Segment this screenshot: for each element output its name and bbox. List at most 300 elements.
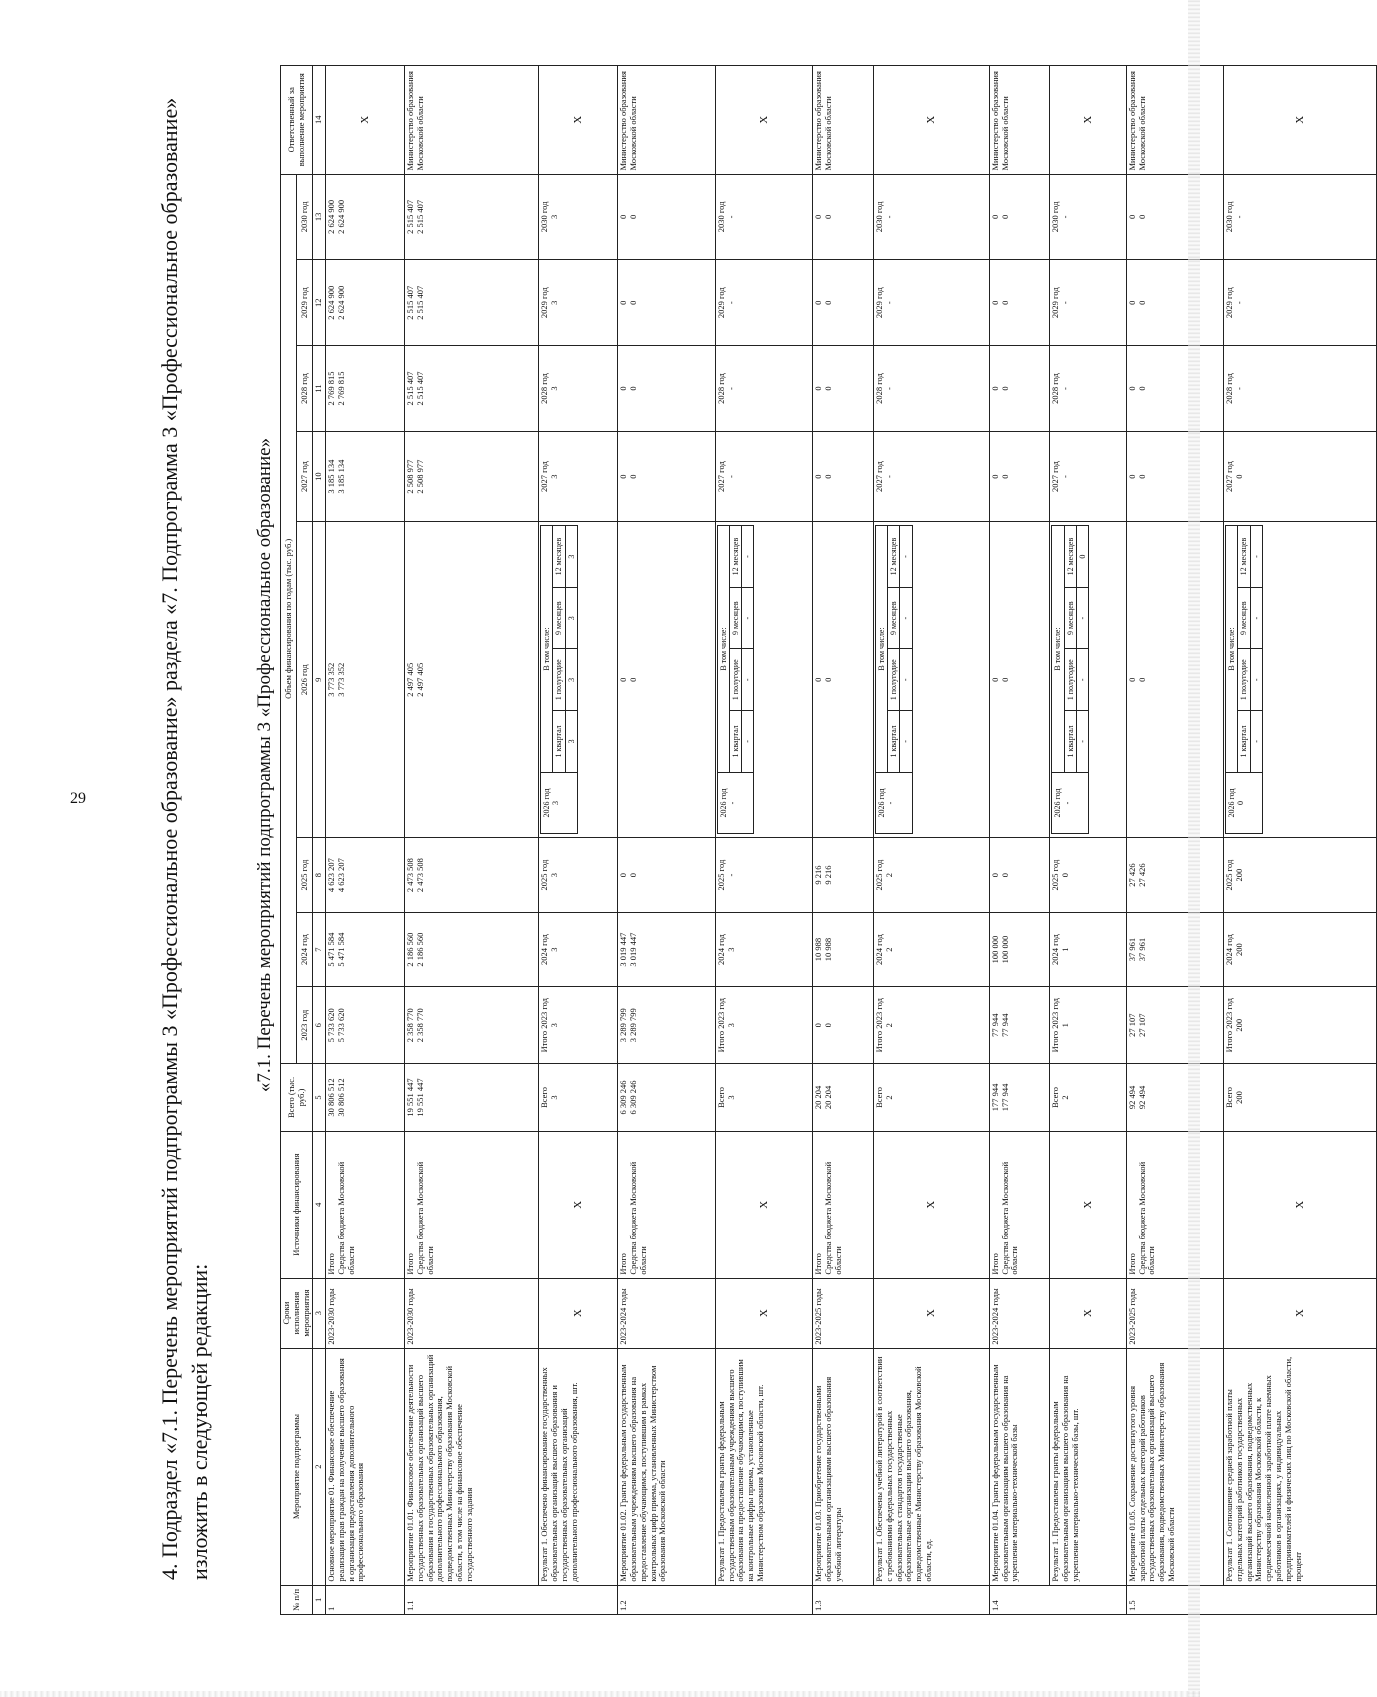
- total-value: 177 944: [989, 1083, 1000, 1112]
- year-value: 0: [1136, 214, 1147, 220]
- year-cell: [813, 912, 874, 987]
- year-value: 9 216: [813, 865, 824, 885]
- year-cell: [326, 987, 405, 1064]
- result-responsible: X: [539, 66, 618, 175]
- result-year: [539, 838, 618, 913]
- row-name: Мероприятие 01.05. Сохранение достигнутого уровня заработной платы отдельных категорий работников государственных образовательных организаций высшего образования, подведомственных Министерству образования Московской области: [1126, 1348, 1223, 1585]
- row-responsible: Министерство образования Московской области: [989, 66, 1050, 175]
- quarter-value: -: [1076, 711, 1088, 773]
- header-year: 2025 год: [297, 838, 313, 913]
- year-cell: [813, 987, 874, 1064]
- result-term: X: [873, 1278, 989, 1348]
- result-year: [1050, 431, 1126, 521]
- result-value: 2: [883, 1023, 894, 1028]
- row-total: [813, 1064, 874, 1132]
- result-year: [1224, 912, 1377, 987]
- row-name: Мероприятие 01.04. Гранты федеральным государственным образовательным организациям высшего образования на укрепление материально-технической базы: [989, 1348, 1050, 1585]
- year-value: 0: [823, 1023, 834, 1028]
- row-term: 2023-2025 годы: [813, 1278, 874, 1348]
- year-value: 0: [1126, 214, 1137, 220]
- result-value: 2: [1060, 1095, 1071, 1100]
- result-label: 2028 год: [1224, 373, 1235, 404]
- result-year: [539, 260, 618, 346]
- result-label: 2024 год: [873, 934, 884, 965]
- year-value: 0: [618, 474, 629, 479]
- year-cell: [405, 431, 539, 521]
- year-value: 5 471 584: [326, 932, 337, 967]
- result-year: [715, 987, 812, 1064]
- result-label: 2025 год: [1224, 859, 1235, 891]
- total-value: 19 551 447: [405, 1078, 416, 1117]
- year-value: 2 624 900: [326, 285, 337, 320]
- column-number: 3: [313, 1278, 326, 1348]
- header-year: 2023 год: [297, 987, 313, 1064]
- result-year: [1050, 346, 1126, 432]
- year-value: 0: [823, 677, 834, 682]
- result-value: 1: [1060, 947, 1071, 952]
- row-num: 1.2: [618, 1585, 813, 1614]
- result-total: [1224, 1064, 1377, 1132]
- quarter-year-label: 2026 год: [1227, 788, 1237, 818]
- result-label: 2028 год: [539, 373, 550, 404]
- year-value: 0: [823, 386, 834, 391]
- result-label: 2024 год: [539, 934, 550, 965]
- result-total: [715, 1064, 812, 1132]
- result-year: [1224, 346, 1377, 432]
- result-total: [539, 1064, 618, 1132]
- year-value: 2 515 407: [414, 285, 425, 320]
- quarter-year-label: 2026 год: [1053, 788, 1063, 818]
- row-responsible: Министерство образования Московской области: [813, 66, 874, 175]
- quarter-label: 1 полугодие: [888, 649, 900, 711]
- year-cell: [989, 346, 1050, 432]
- year-cell: [989, 912, 1050, 987]
- result-year: [539, 346, 618, 432]
- quarter-value: -: [900, 649, 912, 711]
- result-row: [715, 66, 812, 1615]
- year-value: 0: [628, 386, 639, 391]
- year-value: 27 107: [1126, 1013, 1137, 1037]
- year-value: 0: [989, 214, 1000, 220]
- year-value: 0: [618, 677, 629, 682]
- result-value: 3: [549, 214, 560, 220]
- quarter-label: 1 квартал: [730, 711, 742, 773]
- section-heading: 4. Подраздел «7.1. Перечень мероприятий подпрограммы 3 «Профессиональное образование» раздела «7. Подпрограмма 3 «Профессиональное образование» изложить в следующей редакции:: [157, 97, 212, 1580]
- row-source: [813, 1131, 874, 1278]
- row-source: [1126, 1131, 1223, 1278]
- result-year: [539, 987, 618, 1064]
- year-value: 77 944: [999, 1013, 1010, 1037]
- quarter-year-label: 2026 год: [876, 788, 886, 818]
- result-year: [1050, 912, 1126, 987]
- result-2026-breakdown: [715, 522, 812, 838]
- year-value: 0: [1126, 474, 1137, 479]
- result-value: 3: [725, 1095, 736, 1100]
- quarter-table: [1051, 525, 1089, 834]
- quarter-label: 9 месяцев: [553, 587, 565, 649]
- quarter-header: В том числе:: [717, 526, 729, 773]
- year-cell: [989, 838, 1050, 913]
- year-cell: [989, 987, 1050, 1064]
- result-value: 2: [883, 947, 894, 952]
- result-row: [1050, 66, 1126, 1615]
- year-cell: [813, 522, 874, 838]
- result-year: [1224, 838, 1377, 913]
- quarter-table: [875, 525, 913, 834]
- scan-edge-artifact: [1188, 0, 1200, 1697]
- column-number: 7: [313, 912, 326, 987]
- measures-table-wrapper: [280, 65, 1370, 1615]
- quarter-year-cell: [1226, 772, 1263, 834]
- result-value: 2: [883, 1095, 894, 1100]
- year-cell: [1126, 912, 1223, 987]
- year-value: 27 426: [1136, 863, 1147, 887]
- total-value: 92 494: [1126, 1085, 1137, 1110]
- result-label: 2025 год: [715, 859, 726, 891]
- table-title: «7.1. Перечень мероприятий подпрограммы 3 «Профессиональное образование»: [254, 437, 275, 1093]
- year-cell: [813, 346, 874, 432]
- year-value: 4 623 207: [335, 858, 346, 893]
- year-cell: [405, 522, 539, 838]
- row-num: 1.5: [1126, 1585, 1376, 1614]
- result-term: X: [539, 1278, 618, 1348]
- result-responsible: X: [1050, 66, 1126, 175]
- total-value: 177 944: [999, 1083, 1010, 1112]
- result-year: [1224, 987, 1377, 1064]
- year-value: 5 733 620: [326, 1008, 337, 1043]
- header-funding: Объем финансирования по годам (тыс. руб.): [281, 174, 297, 1064]
- quarter-label: 9 месяцев: [1238, 587, 1250, 649]
- source-itogo: Итого: [618, 1253, 629, 1275]
- result-value: 3: [549, 1095, 560, 1100]
- source-budget: Средства бюджета Московской области: [335, 1161, 356, 1275]
- result-value: 3: [549, 872, 560, 878]
- year-value: 0: [618, 300, 629, 305]
- year-cell: [813, 838, 874, 913]
- result-term: X: [715, 1278, 812, 1348]
- year-value: 2 515 407: [414, 371, 425, 406]
- year-cell: [326, 912, 405, 987]
- year-value: 0: [989, 386, 1000, 391]
- result-value: 3: [725, 947, 736, 952]
- year-value: 3 773 352: [326, 662, 337, 697]
- result-label: Всего: [873, 1087, 884, 1108]
- row-source: [989, 1131, 1050, 1278]
- year-value: 0: [999, 214, 1010, 220]
- result-label: 2027 год: [873, 461, 884, 492]
- result-label: Всего: [1050, 1087, 1061, 1108]
- year-cell: [989, 431, 1050, 521]
- column-number: 13: [313, 174, 326, 260]
- year-cell: [618, 260, 715, 346]
- quarter-table: [540, 525, 578, 834]
- column-number: 1: [313, 1585, 326, 1614]
- year-value: 37 961: [1126, 937, 1137, 962]
- year-cell: [618, 912, 715, 987]
- result-label: Всего: [715, 1087, 726, 1108]
- result-value: 0: [1060, 872, 1071, 878]
- year-value: 0: [1126, 386, 1137, 391]
- header-total: Всего (тыс. руб.): [281, 1064, 313, 1132]
- year-value: 0: [999, 386, 1010, 391]
- year-value: 0: [1136, 300, 1147, 305]
- result-value: 3: [549, 947, 560, 952]
- result-label: 2028 год: [1050, 373, 1061, 404]
- year-value: 100 000: [999, 935, 1010, 964]
- quarter-value: 3: [565, 711, 577, 773]
- year-value: 5 471 584: [335, 932, 346, 967]
- year-value: 0: [618, 872, 629, 878]
- result-label: 2030 год: [1224, 201, 1235, 233]
- result-value: -: [725, 215, 736, 219]
- result-value: 3: [725, 1023, 736, 1028]
- source-itogo: Итого: [813, 1253, 824, 1275]
- row-responsible: Министерство образования Московской области: [1126, 66, 1223, 175]
- year-cell: [405, 987, 539, 1064]
- result-label: Итого 2023 год: [715, 998, 726, 1053]
- year-value: 2 497 405: [405, 662, 416, 697]
- result-year: [715, 431, 812, 521]
- result-value: -: [1233, 215, 1244, 219]
- result-label: Итого 2023 год: [1050, 998, 1061, 1053]
- year-value: 2 624 900: [335, 285, 346, 320]
- result-label: 2027 год: [1224, 461, 1235, 492]
- total-value: 20 204: [823, 1085, 834, 1110]
- table-row: [405, 66, 539, 1615]
- year-value: 0: [813, 1023, 824, 1028]
- year-value: 0: [1126, 677, 1137, 682]
- result-label: Итого 2023 год: [1224, 998, 1235, 1053]
- result-value: -: [1060, 301, 1071, 305]
- total-value: 20 204: [813, 1085, 824, 1110]
- quarter-label: 9 месяцев: [1064, 587, 1076, 649]
- total-value: 19 551 447: [414, 1078, 425, 1117]
- quarter-label: 9 месяцев: [888, 587, 900, 649]
- result-value: 3: [549, 300, 560, 305]
- year-value: 0: [1136, 677, 1147, 682]
- year-cell: [989, 260, 1050, 346]
- quarter-value: -: [1250, 711, 1262, 773]
- year-value: 3 019 447: [628, 932, 639, 967]
- result-label: Итого 2023 год: [873, 998, 884, 1053]
- quarter-value: -: [900, 587, 912, 649]
- quarter-label: 1 квартал: [1064, 711, 1076, 773]
- row-term: 2023-2030 годы: [405, 1278, 539, 1348]
- year-cell: [326, 260, 405, 346]
- table-row: [989, 66, 1050, 1615]
- source-budget: Средства бюджета Московской области: [999, 1161, 1020, 1275]
- year-value: 0: [1136, 386, 1147, 391]
- row-total: [326, 1064, 405, 1132]
- column-number: 9: [313, 522, 326, 838]
- year-value: 2 358 770: [405, 1008, 416, 1043]
- year-cell: [405, 838, 539, 913]
- result-value: -: [883, 301, 894, 305]
- result-year: [1050, 260, 1126, 346]
- result-source: X: [715, 1131, 812, 1278]
- year-cell: [326, 174, 405, 260]
- year-cell: [326, 522, 405, 838]
- year-value: 0: [999, 872, 1010, 878]
- result-2026-breakdown: [873, 522, 989, 838]
- header-num: № п/п: [281, 1585, 313, 1614]
- header-name: Мероприятие подпрограммы: [281, 1348, 313, 1585]
- row-num: 1.3: [813, 1585, 990, 1614]
- result-year: [873, 912, 989, 987]
- year-value: 5 733 620: [335, 1008, 346, 1043]
- total-value: 30 806 512: [326, 1078, 337, 1117]
- row-source: [326, 1131, 405, 1278]
- total-value: 6 309 246: [618, 1080, 629, 1115]
- row-responsible: X: [326, 66, 405, 175]
- result-term: X: [1050, 1278, 1126, 1348]
- quarter-label: 12 месяцев: [1064, 526, 1076, 588]
- quarter-value: 3: [565, 587, 577, 649]
- year-value: 0: [999, 474, 1010, 479]
- result-row: [873, 66, 989, 1615]
- quarter-header: В том числе:: [875, 526, 887, 773]
- row-total: [989, 1064, 1050, 1132]
- year-value: 0: [989, 872, 1000, 878]
- column-number: 11: [313, 346, 326, 432]
- quarter-label: 1 полугодие: [1064, 649, 1076, 711]
- row-source: [405, 1131, 539, 1278]
- result-value: -: [1060, 215, 1071, 219]
- result-year: [873, 174, 989, 260]
- source-budget: Средства бюджета Московской области: [628, 1161, 648, 1275]
- result-label: Итого 2023 год: [539, 998, 550, 1053]
- year-value: 2 508 977: [405, 459, 416, 494]
- row-name: Основное мероприятие 01. Финансовое обеспечение реализации прав граждан на получение высшего образования и организация предоставления дополнительного профессионального образования: [326, 1348, 405, 1585]
- year-value: 0: [813, 677, 824, 682]
- year-value: 0: [813, 474, 824, 479]
- year-value: 2 769 815: [335, 371, 346, 406]
- row-term: 2023-2030 годы: [326, 1278, 405, 1348]
- result-label: 2030 год: [539, 201, 550, 233]
- result-value: 2: [883, 872, 894, 878]
- result-label: 2027 год: [539, 461, 550, 492]
- year-value: 3 773 352: [335, 662, 346, 697]
- quarter-value: -: [1250, 587, 1262, 649]
- page-number: 29: [70, 790, 86, 807]
- header-term: Сроки исполнения мероприятия: [281, 1278, 313, 1348]
- result-value: 200: [1233, 943, 1244, 956]
- year-cell: [326, 838, 405, 913]
- result-label: 2024 год: [715, 934, 726, 965]
- quarter-year-value: 0: [1236, 801, 1246, 806]
- quarter-label: 9 месяцев: [730, 587, 742, 649]
- quarter-value: -: [742, 526, 754, 588]
- column-number: 5: [313, 1064, 326, 1132]
- year-value: 2 515 407: [414, 199, 425, 234]
- result-year: [1050, 987, 1126, 1064]
- result-source: X: [873, 1131, 989, 1278]
- result-label: 2030 год: [715, 201, 726, 233]
- year-value: 0: [999, 677, 1010, 682]
- year-value: 0: [628, 677, 639, 682]
- result-responsible: X: [715, 66, 812, 175]
- year-cell: [813, 431, 874, 521]
- quarter-year-value: 3: [551, 801, 561, 806]
- year-cell: [1126, 431, 1223, 521]
- year-cell: [405, 260, 539, 346]
- result-year: [1224, 431, 1377, 521]
- result-name: Результат 1. Предоставлены гранты федеральным образовательным организациям высшего образования на укрепление материально-технической базы, шт.: [1050, 1348, 1126, 1585]
- result-label: 2030 год: [1050, 201, 1061, 233]
- table-row: [1126, 66, 1223, 1615]
- result-responsible: X: [1224, 66, 1377, 175]
- result-label: 2025 год: [873, 859, 884, 891]
- year-cell: [813, 174, 874, 260]
- year-value: 2 515 407: [405, 199, 416, 234]
- column-number: 6: [313, 987, 326, 1064]
- result-total: [1050, 1064, 1126, 1132]
- quarter-value: 3: [565, 526, 577, 588]
- year-cell: [1126, 838, 1223, 913]
- header-year: 2024 год: [297, 912, 313, 987]
- year-value: 0: [618, 214, 629, 220]
- year-value: 3 019 447: [618, 932, 629, 967]
- quarter-value: -: [900, 711, 912, 773]
- result-year: [539, 431, 618, 521]
- quarter-value: -: [1076, 649, 1088, 711]
- table-row: [326, 66, 405, 1615]
- quarter-year-value: -: [1062, 801, 1072, 805]
- quarter-table: [1225, 525, 1263, 834]
- year-cell: [618, 987, 715, 1064]
- result-label: 2029 год: [1050, 287, 1061, 319]
- result-year: [1050, 174, 1126, 260]
- source-itogo: Итого: [326, 1253, 337, 1275]
- year-value: 0: [989, 677, 1000, 682]
- year-cell: [618, 431, 715, 521]
- row-responsible: Министерство образования Московской области: [618, 66, 715, 175]
- result-year: [539, 912, 618, 987]
- row-term: 2023-2024 годы: [618, 1278, 715, 1348]
- year-value: 0: [999, 300, 1010, 305]
- quarter-year-cell: [875, 772, 912, 834]
- year-value: 3 289 799: [628, 1008, 639, 1043]
- result-label: Всего: [539, 1087, 550, 1108]
- result-label: Всего: [1224, 1087, 1235, 1108]
- quarter-label: 1 квартал: [553, 711, 565, 773]
- row-name: Мероприятие 01.02. Гранты федеральным государственным образовательным учреждениям высшего образования на предоставление обучающимся, поступившим в рамках контрольных цифр приема, установленных Министерством образования Московской области: [618, 1348, 715, 1585]
- year-value: 2 515 407: [405, 285, 416, 320]
- header-year: 2030 год: [297, 174, 313, 260]
- year-value: 10 988: [813, 937, 824, 962]
- result-label: 2027 год: [715, 461, 726, 492]
- year-value: 100 000: [989, 935, 1000, 964]
- quarter-value: -: [900, 526, 912, 588]
- result-total: [873, 1064, 989, 1132]
- year-value: 2 497 405: [414, 662, 425, 697]
- year-value: 0: [1136, 474, 1147, 479]
- row-num: 1: [326, 1585, 405, 1614]
- year-value: 2 515 407: [405, 371, 416, 406]
- column-number: 14: [313, 66, 326, 175]
- result-year: [873, 346, 989, 432]
- result-value: 200: [1233, 1018, 1244, 1032]
- result-value: 1: [1060, 1023, 1071, 1028]
- year-cell: [1126, 260, 1223, 346]
- result-year: [873, 260, 989, 346]
- year-value: 2 624 900: [326, 199, 337, 234]
- quarter-year-cell: [1052, 772, 1089, 834]
- result-value: 0: [1233, 474, 1244, 479]
- quarter-header: В том числе:: [1226, 526, 1238, 773]
- result-value: -: [1233, 301, 1244, 305]
- year-cell: [1126, 174, 1223, 260]
